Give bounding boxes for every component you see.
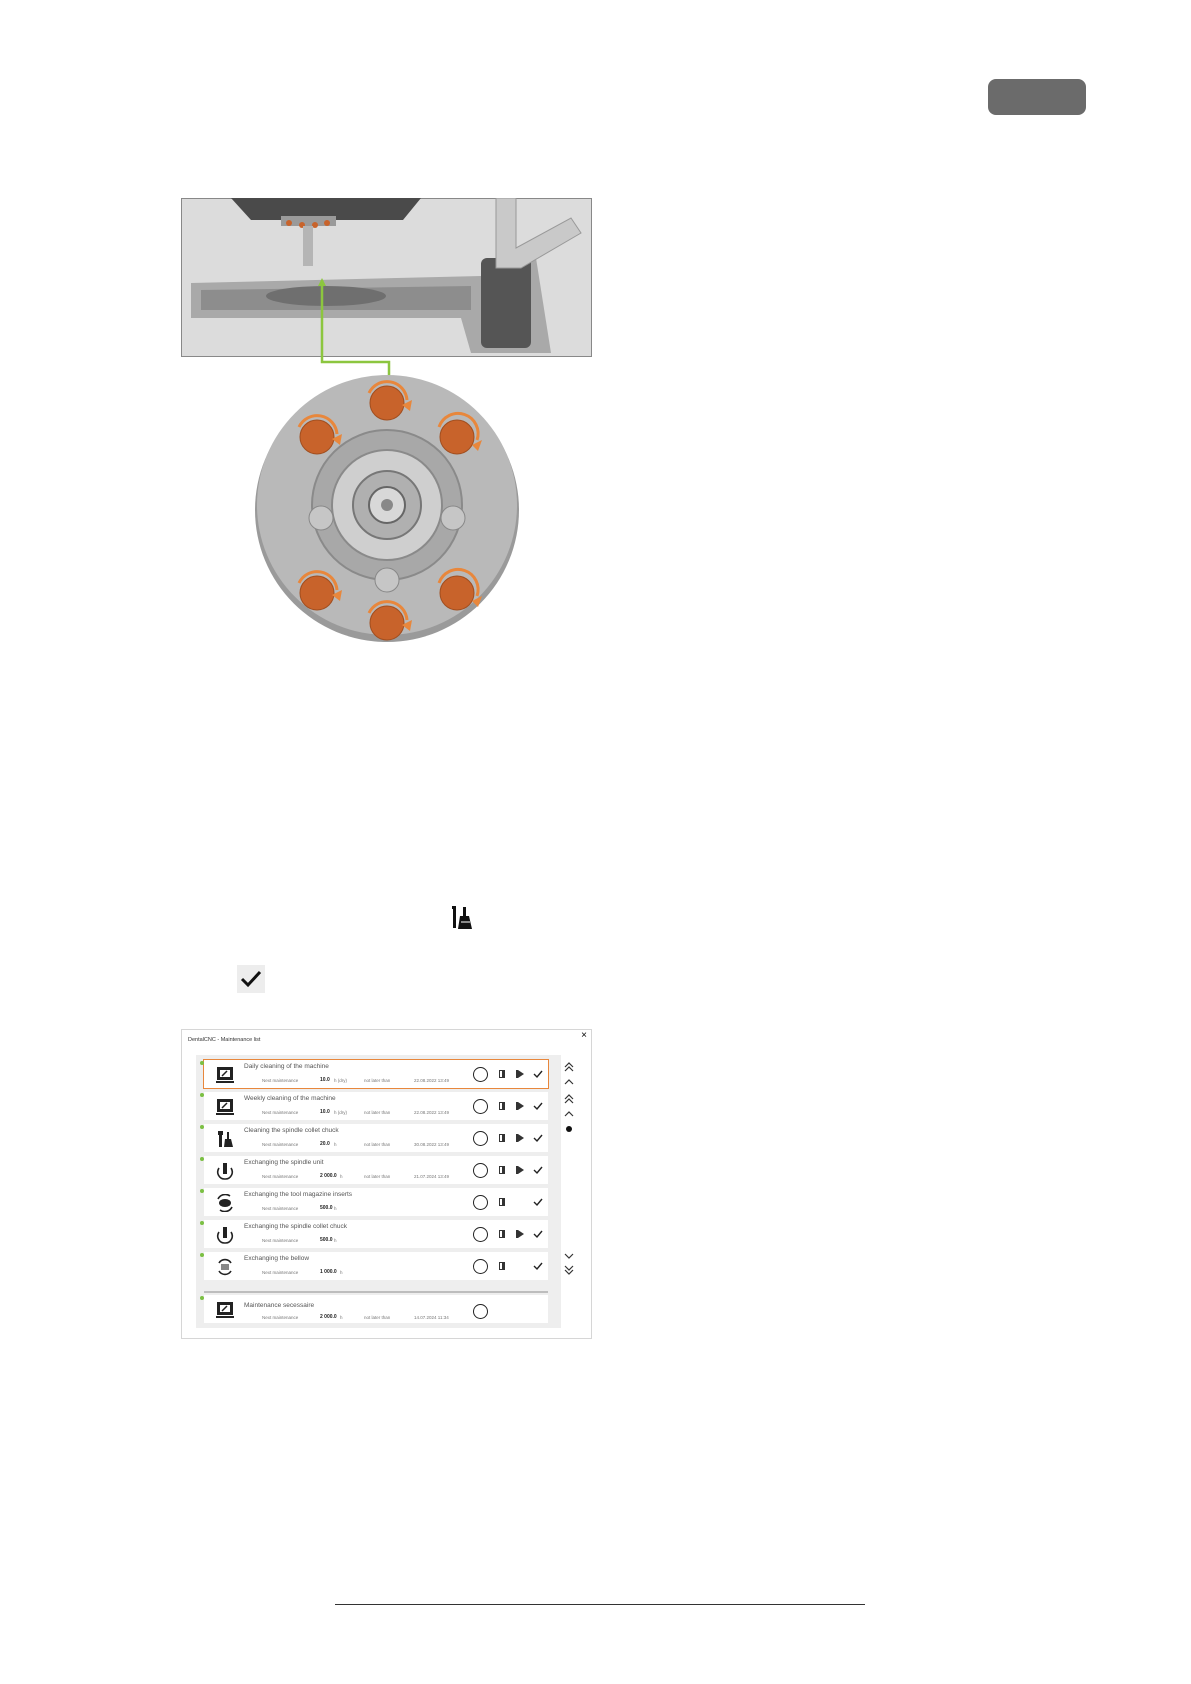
- task-title: Maintenance secessaire: [244, 1302, 315, 1309]
- next-maintenance-unit: h (dry): [334, 1078, 348, 1083]
- next-maintenance-unit: h: [334, 1142, 337, 1147]
- due-date: 14.07.2024 11:34: [414, 1315, 449, 1320]
- next-maintenance-unit: h: [340, 1315, 343, 1320]
- next-maintenance-label: Next maintenance: [262, 1238, 299, 1243]
- exchange-inserts-icon: [216, 1194, 234, 1212]
- close-button[interactable]: ×: [581, 1030, 587, 1041]
- checkmark-icon[interactable]: [533, 1197, 543, 1207]
- not-later-than-label: not later than: [364, 1315, 391, 1320]
- scroll-down-icon[interactable]: [563, 1251, 575, 1261]
- play-video-icon[interactable]: [515, 1101, 525, 1111]
- maintenance-row-bellow[interactable]: [204, 1252, 548, 1280]
- next-maintenance-value: 10.0: [320, 1109, 330, 1115]
- scroll-position-indicator: [563, 1124, 575, 1134]
- window-title: DentalCNC - Maintenance list: [188, 1037, 261, 1043]
- status-dot: [200, 1125, 204, 1129]
- task-title: Exchanging the spindle unit: [244, 1159, 324, 1166]
- wrench-brush-icon: [216, 1130, 234, 1148]
- next-maintenance-unit: h: [334, 1238, 337, 1243]
- document-icon[interactable]: [497, 1069, 507, 1079]
- task-title: Daily cleaning of the machine: [244, 1063, 329, 1070]
- scroll-to-top-icon[interactable]: [563, 1062, 575, 1072]
- next-maintenance-label: Next maintenance: [262, 1174, 299, 1179]
- section-tab: [988, 79, 1086, 115]
- scroll-to-top-icon[interactable]: [563, 1094, 575, 1104]
- scroll-up-icon[interactable]: [563, 1109, 575, 1119]
- document-icon[interactable]: [497, 1197, 507, 1207]
- not-later-than-label: not later than: [364, 1078, 391, 1083]
- next-maintenance-unit: h: [334, 1206, 337, 1211]
- task-title: Cleaning the spindle collet chuck: [244, 1127, 339, 1134]
- next-maintenance-label: Next maintenance: [262, 1270, 299, 1275]
- task-title: Exchanging the tool magazine inserts: [244, 1191, 353, 1198]
- maintenance-row-necessary[interactable]: [204, 1295, 548, 1323]
- checkmark-icon[interactable]: [533, 1229, 543, 1239]
- next-maintenance-value: 20.0: [320, 1141, 330, 1147]
- start-task-button[interactable]: [473, 1067, 488, 1082]
- start-task-button[interactable]: [473, 1163, 488, 1178]
- scroll-up-icon[interactable]: [563, 1077, 575, 1087]
- maintenance-row-weekly-cleaning[interactable]: [204, 1092, 548, 1120]
- next-maintenance-unit: h: [340, 1270, 343, 1275]
- next-maintenance-value: 500.0: [320, 1237, 333, 1243]
- next-maintenance-value: 2 000.0: [320, 1173, 337, 1179]
- checkmark-icon[interactable]: [533, 1133, 543, 1143]
- play-video-icon[interactable]: [515, 1133, 525, 1143]
- start-task-button[interactable]: [473, 1304, 488, 1319]
- start-task-button[interactable]: [473, 1131, 488, 1146]
- maintenance-list-window: [181, 1029, 592, 1339]
- exchange-bellow-icon: [216, 1258, 234, 1276]
- task-title: Exchanging the bellow: [244, 1255, 310, 1262]
- maintenance-row-magazine-inserts[interactable]: [204, 1188, 548, 1216]
- wrench-brush-icon: [448, 904, 474, 930]
- footer-rule: [335, 1604, 865, 1605]
- next-maintenance-unit: h (dry): [334, 1110, 348, 1115]
- due-date: 21.07.2024 13:49: [414, 1174, 450, 1179]
- start-task-button[interactable]: [473, 1195, 488, 1210]
- next-maintenance-label: Next maintenance: [262, 1206, 299, 1211]
- next-maintenance-value: 1 000.0: [320, 1269, 337, 1275]
- due-date: 22.08.2022 13:49: [414, 1078, 450, 1083]
- spindle-flange-illustration: [252, 365, 522, 645]
- task-title: Weekly cleaning of the machine: [244, 1095, 336, 1102]
- next-maintenance-label: Next maintenance: [262, 1142, 299, 1147]
- document-icon[interactable]: [497, 1261, 507, 1271]
- status-dot: [200, 1093, 204, 1097]
- document-icon[interactable]: [497, 1133, 507, 1143]
- list-divider: [204, 1291, 548, 1293]
- next-maintenance-value: 10.0: [320, 1077, 330, 1083]
- checkmark-icon: [237, 965, 265, 993]
- next-maintenance-value: 2 000.0: [320, 1314, 337, 1320]
- task-title: Exchanging the spindle collet chuck: [244, 1223, 347, 1230]
- maintenance-row-collet-exchange[interactable]: [204, 1220, 548, 1248]
- status-dot: [200, 1061, 204, 1065]
- checkmark-icon[interactable]: [533, 1101, 543, 1111]
- play-video-icon[interactable]: [515, 1229, 525, 1239]
- maintenance-row-spindle-unit[interactable]: [204, 1156, 548, 1184]
- status-dot: [200, 1221, 204, 1225]
- maintenance-task-list: [196, 1055, 561, 1328]
- confirm-button-icon: [237, 965, 265, 993]
- status-dot: [200, 1189, 204, 1193]
- start-task-button[interactable]: [473, 1099, 488, 1114]
- exchange-spindle-icon: [216, 1226, 234, 1244]
- next-maintenance-value: 500.0: [320, 1205, 333, 1211]
- start-task-button[interactable]: [473, 1259, 488, 1274]
- play-video-icon[interactable]: [515, 1069, 525, 1079]
- document-icon[interactable]: [497, 1165, 507, 1175]
- checkmark-icon[interactable]: [533, 1261, 543, 1271]
- machine-cleaning-icon: [216, 1066, 234, 1084]
- play-video-icon[interactable]: [515, 1165, 525, 1175]
- next-maintenance-label: Next maintenance: [262, 1315, 299, 1320]
- not-later-than-label: not later than: [364, 1110, 391, 1115]
- next-maintenance-unit: h: [340, 1174, 343, 1179]
- document-icon[interactable]: [497, 1229, 507, 1239]
- due-date: 22.08.2022 13:49: [414, 1110, 450, 1115]
- status-dot: [200, 1157, 204, 1161]
- machine-cleaning-icon: [216, 1098, 234, 1116]
- maintenance-row-daily-cleaning[interactable]: [204, 1060, 548, 1088]
- status-dot: [200, 1296, 204, 1300]
- status-dot: [200, 1253, 204, 1257]
- document-icon[interactable]: [497, 1101, 507, 1111]
- not-later-than-label: not later than: [364, 1142, 391, 1147]
- not-later-than-label: not later than: [364, 1174, 391, 1179]
- scroll-to-bottom-icon[interactable]: [563, 1265, 575, 1275]
- due-date: 30.08.2022 13:49: [414, 1142, 450, 1147]
- maintenance-row-collet-cleaning[interactable]: [204, 1124, 548, 1152]
- next-maintenance-label: Next maintenance: [262, 1078, 299, 1083]
- checkmark-icon[interactable]: [533, 1165, 543, 1175]
- checkmark-icon[interactable]: [533, 1069, 543, 1079]
- start-task-button[interactable]: [473, 1227, 488, 1242]
- exchange-spindle-icon: [216, 1162, 234, 1180]
- machine-cleaning-icon: [216, 1301, 234, 1319]
- next-maintenance-label: Next maintenance: [262, 1110, 299, 1115]
